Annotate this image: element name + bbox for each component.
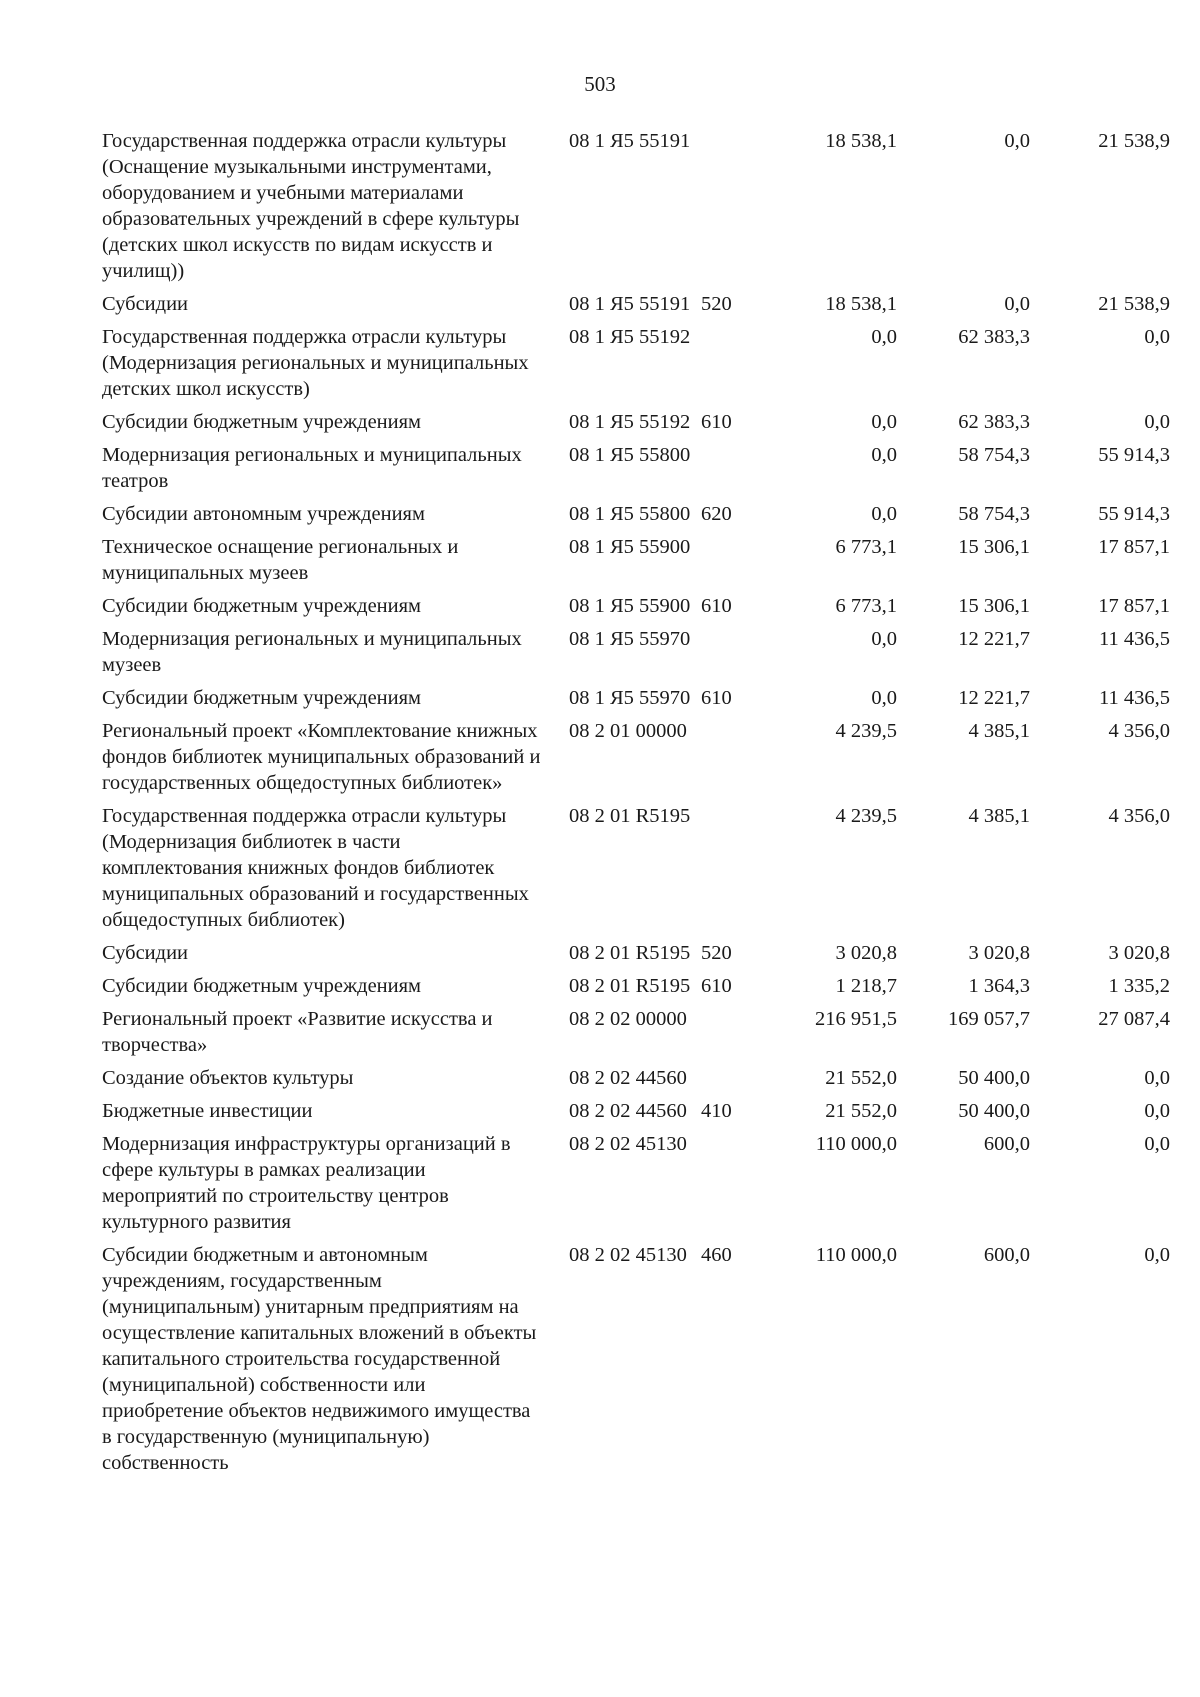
row-value-1: 0,0 [871,687,897,709]
row-expense-type [697,626,757,685]
row-value-2: 600,0 [983,1244,1030,1266]
row-name: Государственная поддержка отрасли культуры (Оснащение музыкальными инструментами, оборудованием и учебными материалами образовательных учреждений в сфере культуры (детских школ искусств по видам искусств и училищ)) [102,130,520,282]
row-value-3: 0,0 [1144,1133,1170,1155]
row-value-2: 58 754,3 [958,444,1030,466]
row-expense-type: 610 [701,975,732,997]
row-name: Региональный проект «Развитие искусства и творчества» [102,1008,493,1056]
row-name: Модернизация региональных и муниципальных музеев [102,628,522,676]
table-row [102,593,1170,626]
row-name: Создание объектов культуры [102,1067,354,1089]
table-row [102,1098,1170,1131]
row-name: Региональный проект «Комплектование книжных фондов библиотек муниципальных образований и государственных общедоступных библиотек» [102,720,541,794]
row-value-1: 1 218,7 [835,975,897,997]
row-value-1: 110 000,0 [815,1244,897,1266]
table-row [102,718,1170,803]
row-value-2: 4 385,1 [968,805,1030,827]
row-value-1: 4 239,5 [835,805,897,827]
row-name: Субсидии бюджетным учреждениям [102,687,422,709]
table-row [102,940,1170,973]
row-code: 08 1 Я5 55800 [569,444,691,466]
table-row [102,501,1170,534]
row-value-3: 27 087,4 [1098,1008,1170,1030]
row-value-3: 17 857,1 [1098,536,1170,558]
row-value-2: 0,0 [1004,130,1030,152]
table-row [102,1065,1170,1098]
row-code: 08 1 Я5 55970 [569,687,691,709]
row-code: 08 2 02 00000 [569,1008,687,1030]
table-row [102,291,1170,324]
row-value-3: 1 335,2 [1108,975,1170,997]
row-expense-type [697,442,757,501]
row-code: 08 2 02 45130 [569,1133,687,1155]
row-value-2: 62 383,3 [958,411,1030,433]
row-expense-type [697,1006,757,1065]
row-name: Субсидии бюджетным и автономным учреждениям, государственным (муниципальным) унитарным предприятиям на осуществление капитальных вложений в объекты капитального строительства государственной (муниципальной) собственности или приобретение объектов недвижимого имущества в государственную (муниципальную) собственность [102,1244,537,1474]
row-value-3: 17 857,1 [1098,595,1170,617]
row-name: Субсидии бюджетным учреждениям [102,595,422,617]
row-code: 08 1 Я5 55191 [569,130,691,152]
row-expense-type [697,128,757,291]
row-name: Субсидии бюджетным учреждениям [102,411,422,433]
row-code: 08 1 Я5 55191 [569,293,691,315]
row-value-2: 169 057,7 [948,1008,1030,1030]
table-body [102,128,1170,1483]
row-value-1: 0,0 [871,326,897,348]
row-value-1: 110 000,0 [815,1133,897,1155]
row-value-3: 0,0 [1144,1100,1170,1122]
row-expense-type [697,534,757,593]
row-value-3: 55 914,3 [1098,444,1170,466]
row-value-3: 0,0 [1144,326,1170,348]
table-row [102,803,1170,940]
row-code: 08 1 Я5 55970 [569,628,691,650]
row-value-3: 55 914,3 [1098,503,1170,525]
row-expense-type: 410 [701,1100,732,1122]
page-number: 503 [584,72,616,96]
row-expense-type: 520 [701,293,732,315]
table-row [102,685,1170,718]
row-value-1: 0,0 [871,444,897,466]
row-value-1: 0,0 [871,503,897,525]
row-value-1: 6 773,1 [835,536,897,558]
row-value-3: 0,0 [1144,1067,1170,1089]
row-name: Государственная поддержка отрасли культуры (Модернизация библиотек в части комплектования книжных фондов библиотек муниципальных образований и государственных общедоступных библиотек) [102,805,529,931]
row-expense-type [697,718,757,803]
row-value-1: 3 020,8 [835,942,897,964]
row-value-3: 11 436,5 [1099,687,1170,709]
budget-table [102,128,1170,1483]
row-value-2: 58 754,3 [958,503,1030,525]
row-value-3: 0,0 [1144,1244,1170,1266]
row-value-1: 4 239,5 [835,720,897,742]
table-row [102,1131,1170,1242]
row-value-1: 21 552,0 [825,1067,897,1089]
row-expense-type: 460 [701,1244,732,1266]
row-code: 08 1 Я5 55192 [569,326,691,348]
row-code: 08 2 02 45130 [569,1244,687,1266]
row-value-3: 11 436,5 [1099,628,1170,650]
row-value-2: 62 383,3 [958,326,1030,348]
table-row [102,534,1170,593]
table-row [102,128,1170,291]
row-code: 08 2 01 R5195 [569,942,691,964]
row-value-2: 600,0 [983,1133,1030,1155]
row-name: Субсидии [102,942,189,964]
row-name: Государственная поддержка отрасли культуры (Модернизация региональных и муниципальных детских школ искусств) [102,326,529,400]
row-value-1: 21 552,0 [825,1100,897,1122]
row-value-3: 21 538,9 [1098,293,1170,315]
row-expense-type [697,1131,757,1242]
row-name: Модернизация региональных и муниципальных театров [102,444,522,492]
table-row [102,1006,1170,1065]
row-code: 08 2 01 00000 [569,720,687,742]
row-name: Субсидии [102,293,189,315]
row-code: 08 1 Я5 55192 [569,411,691,433]
row-expense-type [697,324,757,409]
row-expense-type [697,803,757,940]
row-expense-type: 610 [701,595,732,617]
row-name: Субсидии автономным учреждениям [102,503,425,525]
row-value-3: 0,0 [1144,411,1170,433]
row-value-2: 15 306,1 [958,595,1030,617]
row-value-2: 12 221,7 [958,687,1030,709]
row-expense-type: 620 [701,503,732,525]
row-code: 08 2 01 R5195 [569,805,691,827]
row-value-2: 3 020,8 [968,942,1030,964]
table-row [102,626,1170,685]
table-row [102,442,1170,501]
row-value-3: 4 356,0 [1108,720,1170,742]
row-code: 08 2 01 R5195 [569,975,691,997]
row-name: Техническое оснащение региональных и муниципальных музеев [102,536,459,584]
row-value-2: 15 306,1 [958,536,1030,558]
row-value-1: 0,0 [871,411,897,433]
row-value-2: 0,0 [1004,293,1030,315]
row-code: 08 1 Я5 55800 [569,503,691,525]
row-value-2: 4 385,1 [968,720,1030,742]
row-value-3: 3 020,8 [1108,942,1170,964]
row-value-2: 12 221,7 [958,628,1030,650]
row-value-1: 18 538,1 [825,130,897,152]
row-value-2: 1 364,3 [968,975,1030,997]
row-value-1: 216 951,5 [815,1008,897,1030]
row-code: 08 2 02 44560 [569,1100,687,1122]
row-value-1: 6 773,1 [835,595,897,617]
row-value-3: 4 356,0 [1108,805,1170,827]
row-name: Модернизация инфраструктуры организаций в сфере культуры в рамках реализации мероприятий по строительству центров культурного развития [102,1133,511,1233]
table-row [102,973,1170,1006]
row-value-2: 50 400,0 [958,1067,1030,1089]
row-value-1: 18 538,1 [825,293,897,315]
row-expense-type: 610 [701,411,732,433]
row-expense-type: 520 [701,942,732,964]
row-value-3: 21 538,9 [1098,130,1170,152]
row-value-2: 50 400,0 [958,1100,1030,1122]
row-code: 08 2 02 44560 [569,1067,687,1089]
table-row [102,1242,1170,1483]
table-row [102,324,1170,409]
row-code: 08 1 Я5 55900 [569,595,691,617]
row-value-1: 0,0 [871,628,897,650]
row-expense-type [697,1065,757,1098]
row-name: Субсидии бюджетным учреждениям [102,975,422,997]
row-name: Бюджетные инвестиции [102,1100,313,1122]
row-expense-type: 610 [701,687,732,709]
table-row [102,409,1170,442]
row-code: 08 1 Я5 55900 [569,536,691,558]
